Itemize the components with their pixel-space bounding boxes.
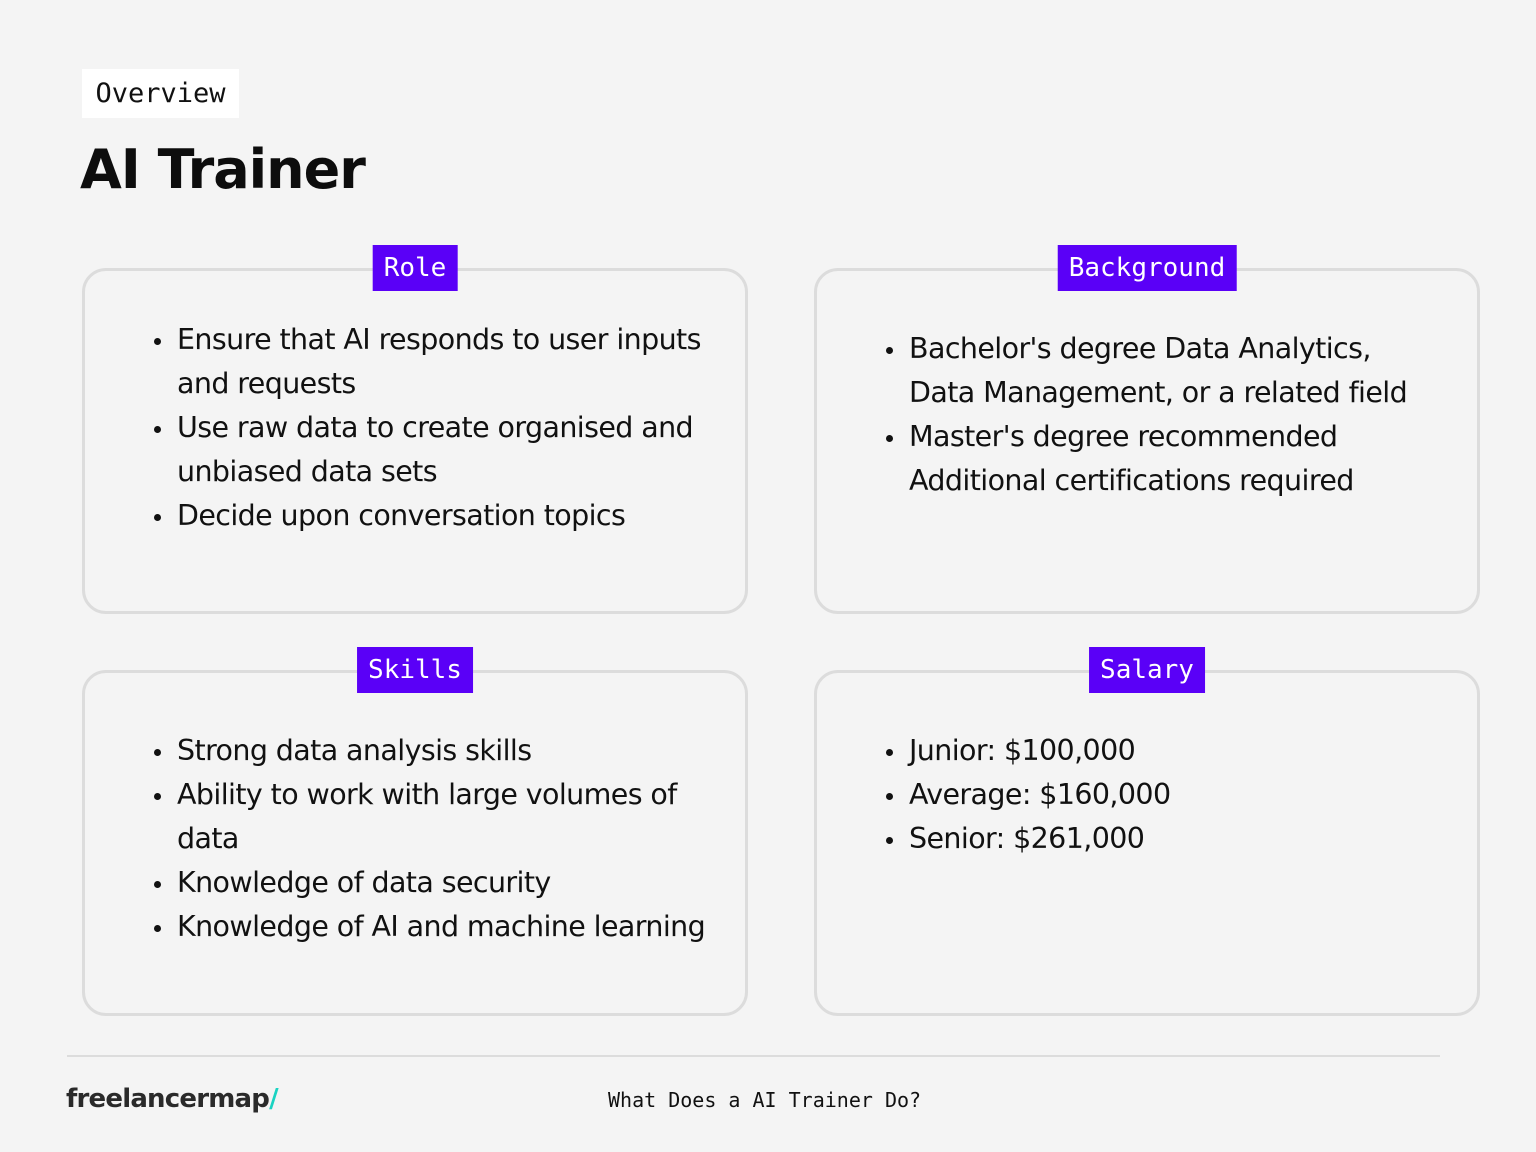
salary-card bbox=[814, 655, 1480, 1016]
skills-label: Skills bbox=[357, 647, 473, 693]
list-item: Average: $160,000 bbox=[883, 773, 1443, 817]
freelancermap-logo[interactable] bbox=[66, 1084, 278, 1114]
background-list bbox=[883, 327, 1443, 503]
role-list bbox=[151, 318, 711, 538]
footer-divider bbox=[67, 1055, 1440, 1057]
skills-list bbox=[151, 729, 711, 949]
list-item: Strong data analysis skills bbox=[151, 729, 711, 773]
logo-slash-icon: / bbox=[269, 1084, 278, 1114]
page-title: AI Trainer bbox=[80, 138, 365, 201]
list-item: Knowledge of AI and machine learning bbox=[151, 905, 711, 949]
role-label: Role bbox=[373, 245, 458, 291]
list-item: Ensure that AI responds to user inputs and requests bbox=[151, 318, 711, 406]
skills-card bbox=[82, 655, 748, 1016]
background-label: Background bbox=[1058, 245, 1237, 291]
salary-label: Salary bbox=[1089, 647, 1205, 693]
footer-caption: What Does a AI Trainer Do? bbox=[608, 1088, 922, 1112]
list-item: Senior: $261,000 bbox=[883, 817, 1443, 861]
overview-tag: Overview bbox=[82, 69, 239, 118]
logo-text: freelancermap bbox=[66, 1084, 270, 1114]
list-item: Ability to work with large volumes of data bbox=[151, 773, 711, 861]
background-card bbox=[814, 253, 1480, 614]
list-item: Master's degree recommended Additional certifications required bbox=[883, 415, 1443, 503]
list-item: Bachelor's degree Data Analytics, Data Management, or a related field bbox=[883, 327, 1443, 415]
list-item: Decide upon conversation topics bbox=[151, 494, 711, 538]
list-item: Junior: $100,000 bbox=[883, 729, 1443, 773]
salary-list bbox=[883, 729, 1443, 861]
list-item: Use raw data to create organised and unbiased data sets bbox=[151, 406, 711, 494]
list-item: Knowledge of data security bbox=[151, 861, 711, 905]
role-card bbox=[82, 253, 748, 614]
